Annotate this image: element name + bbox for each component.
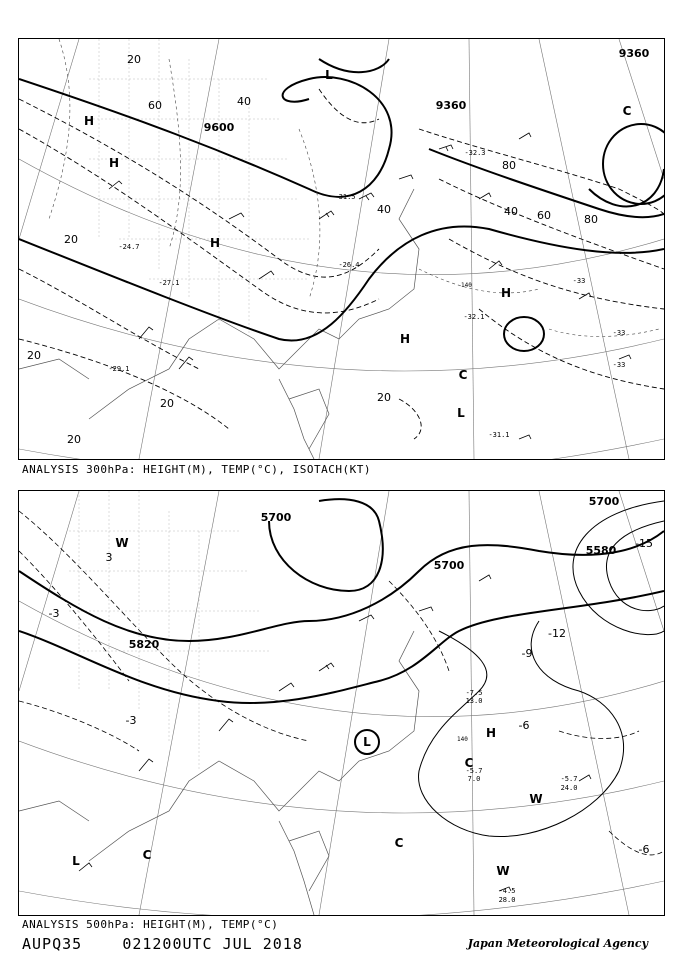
agency-name: Japan Meteorological Agency [467,937,648,950]
isotach-label: 80 [584,213,598,226]
isotach-label: 60 [148,99,162,112]
map-300hpa-canvas [19,39,664,459]
center-mark: H [108,156,120,170]
height-contours [19,59,664,351]
center-mark: H [500,286,512,300]
center-mark: H [399,332,411,346]
center-mark: L [325,68,333,82]
temp-obs: -31.5 [334,193,356,201]
temp-obs: -27.1 [158,279,180,287]
center-mark: H [83,114,95,128]
temp-obs: -33 [572,277,586,285]
height-label: 9600 [203,121,235,134]
height-label: 5820 [128,638,160,651]
isotach-label: 20 [127,53,141,66]
isotach-label: 40 [504,205,518,218]
footer-chart-id [22,935,303,953]
height-label: 5580 [585,544,617,557]
map-300hpa [18,38,665,460]
wind-barbs [79,575,591,891]
temp-label: 3 [105,551,113,564]
lon-label: 140 [457,736,468,743]
temp-dashed [19,511,664,855]
temp-label: -6 [518,719,530,732]
center-mark: W [496,864,510,878]
temp-obs: -33 [612,329,626,337]
center-mark: W [529,792,543,806]
temp-label: -3 [48,607,60,620]
graticule [19,39,664,459]
chart-code: AUPQ35 [22,935,83,953]
temp-obs: -29.1 [108,365,130,373]
map-500hpa-canvas [19,491,664,915]
center-mark: L [363,735,371,749]
temp-obs: -26.4 [338,261,360,269]
center-mark: C [142,848,152,862]
temp-obs: -31.1 [488,431,510,439]
height-label: 5700 [433,559,465,572]
obs-value: -7.5 [465,689,483,697]
center-mark: C [622,104,632,118]
temp-label: -9 [521,647,533,660]
isotach-label: 20 [377,391,391,404]
map-500hpa [18,490,665,916]
temp-obs: -32.1 [463,313,485,321]
obs-value: 13.0 [465,697,483,705]
isotach-label: 60 [537,209,551,222]
caption-300hpa: ANALYSIS 300hPa: HEIGHT(M), TEMP(°C), ISOTACH(KT) [22,463,372,476]
isotach-label: 20 [64,233,78,246]
obs-value: 24.0 [560,784,578,792]
isotach-label: 20 [160,397,174,410]
isotach-label: 40 [237,95,251,108]
obs-value: 28.0 [498,896,516,904]
temp-obs: -33 [612,361,626,369]
height-label: 9360 [435,99,467,112]
center-mark: C [464,756,474,770]
obs-value: 7.0 [467,775,481,783]
chart-datetime: 021200UTC JUL 2018 [122,935,303,953]
isotach-label: 20 [67,433,81,446]
lon-label: 140 [461,282,472,289]
obs-value: -5.7 [465,767,483,775]
center-mark: C [458,368,468,382]
obs-value: -4.5 [498,887,516,895]
temp-label: -3 [125,714,137,727]
isotach-label: 40 [377,203,391,216]
center-mark: W [115,536,129,550]
temp-label: -15 [635,537,653,550]
center-mark: H [209,236,221,250]
isotach-label: 20 [27,349,41,362]
center-mark: H [485,726,497,740]
center-mark: L [72,854,80,868]
center-mark: C [394,836,404,850]
height-label: 9360 [618,47,650,60]
temp-label: -12 [548,627,566,640]
data-grid [89,39,309,339]
height-label: 5700 [588,495,620,508]
caption-500hpa: ANALYSIS 500hPa: HEIGHT(M), TEMP(°C) [22,918,279,931]
height-label: 5700 [260,511,292,524]
temp-obs: -24.7 [118,243,140,251]
center-mark: L [457,406,465,420]
temp-obs: -32.3 [464,149,486,157]
obs-value: -5.7 [560,775,578,783]
isotach-label: 80 [502,159,516,172]
temp-label: -6 [638,843,650,856]
